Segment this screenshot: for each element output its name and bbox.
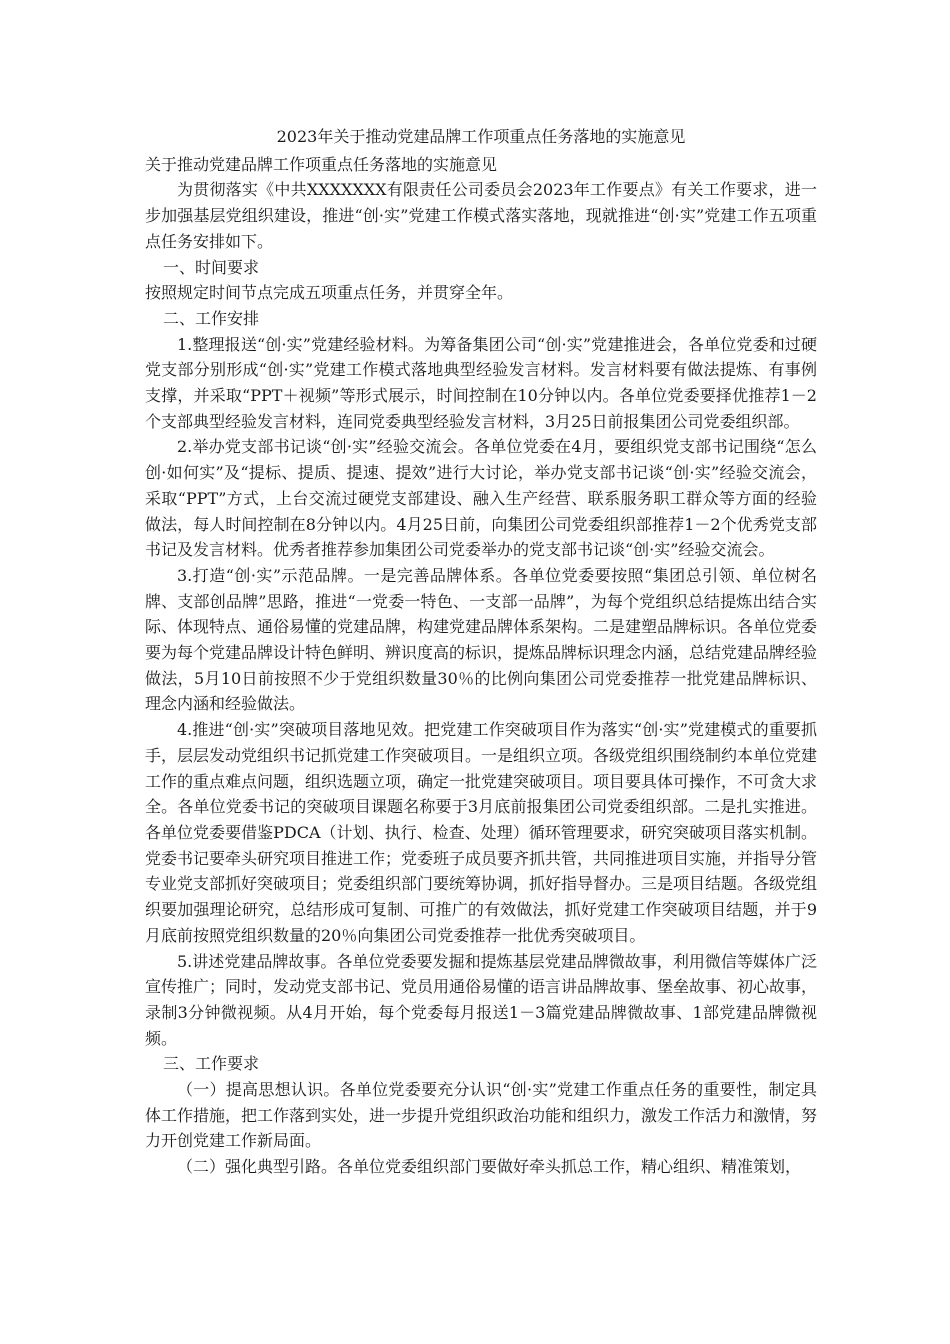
section-heading-requirements: 三、工作要求 [163,1054,260,1074]
intro-paragraph: 为贯彻落实《中共XXXXXXX有限责任公司委员会2023年工作要点》有关工作要求，进一步加强基层党组织建设，推进“创·实”党建工作模式落实落地，现就推进“创·实”党建工作五项重点任务安排如下。 [145,180,817,251]
document-page [145,124,817,1180]
item-5-paragraph: 5.讲述党建品牌故事。各单位党委要发掘和提炼基层党建品牌微故事，利用微信等媒体广泛宣传推广；同时，发动党支部书记、党员用通俗易懂的语言讲品牌故事、堡垒故事、初心故事，录制3分钟微视频。从4月开始，每个党委每月报送1－3篇党建品牌微故事、1部党建品牌微视频。 [145,951,818,1048]
item-1-paragraph: 1.整理报送“创·实”党建经验材料。为筹备集团公司“创·实”党建推进会，各单位党委和过硬党支部分别形成“创·实”党建工作模式落地典型经验发言材料。发言材料要有做法提炼、有事例支撑，并采取“PPT＋视频”等形式展示，时间控制在10分钟以内。各单位党委要择优推荐1－2个支部典型经验发言材料，连同党委典型经验发言材料，3月25日前报集团公司党委组织部。 [145,334,817,431]
requirement-2-paragraph: （二）强化典型引路。各单位党委组织部门要做好牵头抓总工作，精心组织、精准策划， [177,1157,802,1177]
item-3-paragraph: 3.打造“创·实”示范品牌。一是完善品牌体系。各单位党委要按照“集团总引领、单位树名牌、支部创品牌”思路，推进“一党委一特色、一支部一品牌”，为每个党组织总结提炼出结合实际、体现特点、通俗易懂的党建品牌，构建党建品牌体系架构。二是建塑品牌标识。各单位党委要为每个党建品牌设计特色鲜明、辨识度高的标识，提炼品牌标识理念内涵，总结党建品牌经验做法，5月10日前按照不少于党组织数量30％的比例向集团公司党委推荐一批党建品牌标识、理念内涵和经验做法。 [145,565,818,714]
item-4-paragraph: 4.推进“创·实”突破项目落地见效。把党建工作突破项目作为落实“创·实”党建模式的重要抓手，层层发动党组织书记抓党建工作突破项目。一是组织立项。各级党组织围绕制约本单位党建工作的重点难点问题，组织选题立项，确定一批党建突破项目。项目要具体可操作，不可贪大求全。各单位党委书记的突破项目课题名称要于3月底前报集团公司党委组织部。二是扎实推进。各单位党委要借鉴PDCA（计划、执行、检查、处理）循环管理要求，研究突破项目落实机制。党委书记要牵头研究项目推进工作；党委班子成员要齐抓共管，共同推进项目实施，并指导分管专业党支部抓好突破项目；党委组织部门要统筹协调，抓好指导督办。三是项目结题。各级党组织要加强理论研究，总结形成可复制、可推广的有效做法，抓好党建工作突破项目结题，并于9月底前按照党组织数量的20％向集团公司党委推荐一批优秀突破项目。 [145,720,818,945]
item-2-paragraph: 2.举办党支部书记谈“创·实”经验交流会。各单位党委在4月，要组织党支部书记围绕“怎么创·如何实”及“提标、提质、提速、提效”进行大讨论，举办党支部书记谈“创·实”经验交流会，采取“PPT”方式，上台交流过硬党支部建设、融入生产经营、联系服务职工群众等方面的经验做法，每人时间控制在8分钟以内。4月25日前，向集团公司党委组织部推荐1－2个优秀党支部书记及发言材料。优秀者推荐参加集团公司党委举办的党支部书记谈“创·实”经验交流会。 [145,437,817,560]
section-heading-time: 一、时间要求 [163,257,260,277]
document-subtitle: 关于推动党建品牌工作项重点任务落地的实施意见 [145,154,498,174]
document-title: 2023年关于推动党建品牌工作项重点任务落地的实施意见 [276,127,686,146]
section-heading-arrangement: 二、工作安排 [163,308,260,328]
section-time-text-content: 按照规定时间节点完成五项重点任务，并贯穿全年。 [145,283,514,303]
requirement-1-paragraph: （一）提高思想认识。各单位党委要充分认识“创·实”党建工作重点任务的重要性，制定具体工作措施，把工作落到实处，进一步提升党组织政治功能和组织力，激发工作活力和激情，努力开创党建工作新局面。 [145,1080,818,1151]
section-time-text [145,280,817,306]
